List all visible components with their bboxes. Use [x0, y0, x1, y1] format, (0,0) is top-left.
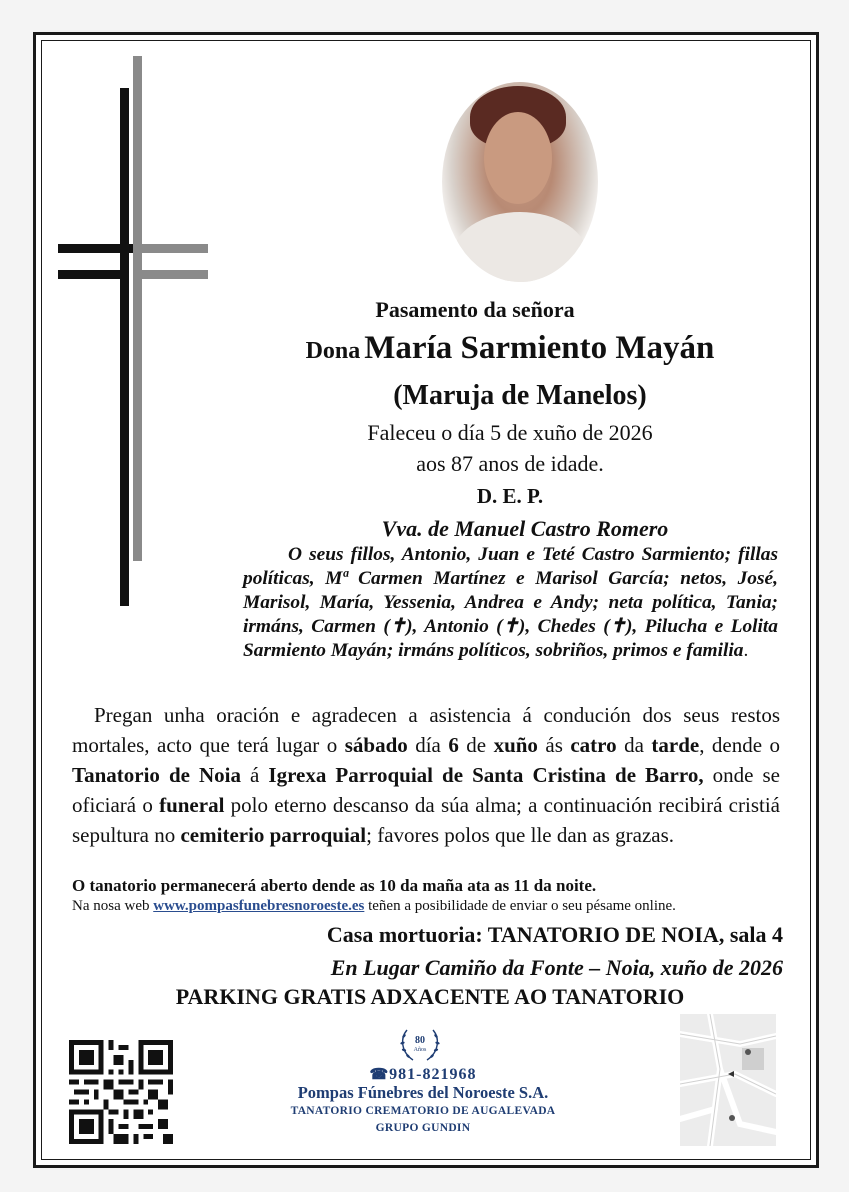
web-notice	[72, 898, 782, 915]
family-text: ), Pilucha e Lolita Sarmiento Mayán; irmáns políticos, sobriños, primos e familia	[243, 616, 778, 661]
rip: D. E. P.	[476, 484, 544, 508]
text-run-bold: sábado	[344, 733, 408, 757]
phone-text: 981-821968	[389, 1066, 477, 1083]
text-run: Pregan unha oración e agradecen a asistencia á condución dos seus restos mortales, acto que terá lugar o	[72, 703, 780, 757]
honorific: Dona	[305, 338, 361, 364]
logo-number: 80	[415, 1035, 425, 1046]
family-text: ), Antonio (	[406, 616, 503, 637]
cross-glyph-icon: ✝	[502, 616, 519, 637]
ceremony-text	[72, 700, 780, 850]
text-run-bold: 6	[448, 733, 459, 757]
text-run: , dende o	[699, 733, 781, 757]
widow-of: Vva. de Manuel Castro Romero	[381, 516, 669, 541]
nickname: (Maruja de Manelos)	[393, 380, 647, 411]
family-list	[243, 543, 778, 663]
death-date: Faleceu o día 5 de xuño de 2026	[367, 420, 653, 445]
text-run-bold: Tanatorio de Noia	[72, 763, 241, 787]
text-run: ; favores polos que lle dan as grazas.	[366, 823, 675, 847]
group-name: GRUPO GUNDIN	[375, 1122, 471, 1134]
text-run: á	[241, 763, 269, 787]
text-run: de	[458, 733, 494, 757]
telephone-icon: ☎	[369, 1067, 390, 1083]
phone-number	[300, 1065, 546, 1084]
notice-intro: Pasamento da señora	[375, 297, 575, 322]
cross-glyph-icon: ✝	[609, 616, 626, 637]
place-date: En Lugar Camiño da Fonte – Noia, xuño de 2026	[330, 955, 783, 980]
web-text: Na nosa web	[72, 898, 154, 914]
crematorium-name: TANATORIO CREMATORIO DE AUGALEVADA	[290, 1105, 556, 1117]
cross-glyph-icon: ✝	[389, 616, 407, 637]
location-map-icon[interactable]	[680, 1014, 776, 1146]
full-name: María Sarmiento Mayán	[364, 330, 715, 366]
website-link[interactable]: www.pompasfunebresnoroeste.es	[153, 898, 365, 914]
family-end: .	[743, 640, 749, 661]
anniversary-logo-icon	[397, 1024, 443, 1064]
text-run-bold: funeral	[159, 793, 225, 817]
text-run-bold: catro	[570, 733, 617, 757]
text-run-bold: tarde	[651, 733, 700, 757]
web-text: teñen a posibilidade de enviar o seu pésame online.	[364, 898, 676, 914]
text-run: día	[407, 733, 449, 757]
company-name: Pompas Fúnebres del Noroeste S.A.	[297, 1083, 549, 1102]
family-text: ), Chedes (	[518, 616, 610, 637]
qr-code-icon[interactable]	[68, 1040, 174, 1144]
text-run-bold: xuño	[493, 733, 538, 757]
age: aos 87 anos de idade.	[416, 451, 604, 476]
funeral-home: Casa mortuoria: TANATORIO DE NOIA, sala 4	[326, 922, 783, 947]
parking-notice: PARKING GRATIS ADXACENTE AO TANATORIO	[175, 984, 685, 1009]
text-run-bold: Igrexa Parroquial de Santa Cristina de Barro,	[268, 763, 704, 787]
deceased-name	[230, 330, 790, 367]
text-run: da	[616, 733, 652, 757]
text-run: ás	[537, 733, 571, 757]
logo-word: Años	[413, 1047, 427, 1053]
text-run: onde se oficiará o	[72, 763, 780, 817]
opening-hours: O tanatorio permanecerá aberto dende as 10 da maña ata as 11 da noite.	[72, 876, 597, 895]
deceased-portrait	[442, 82, 598, 282]
latin-cross-icon	[0, 0, 220, 620]
text-run-bold: cemiterio parroquial	[180, 823, 367, 847]
family-text: O seus fillos, Antonio, Juan e Teté Castro Sarmiento; fillas políticas, Mª Carmen Martínez e Marisol García; netos, José, Marisol, María, Yessenia, Andrea e Andy; neta política, Tania; irmáns, Carmen (	[243, 544, 778, 637]
text-run: polo eterno descanso da súa alma; a continuación recibirá cristiá sepultura no	[72, 793, 780, 847]
